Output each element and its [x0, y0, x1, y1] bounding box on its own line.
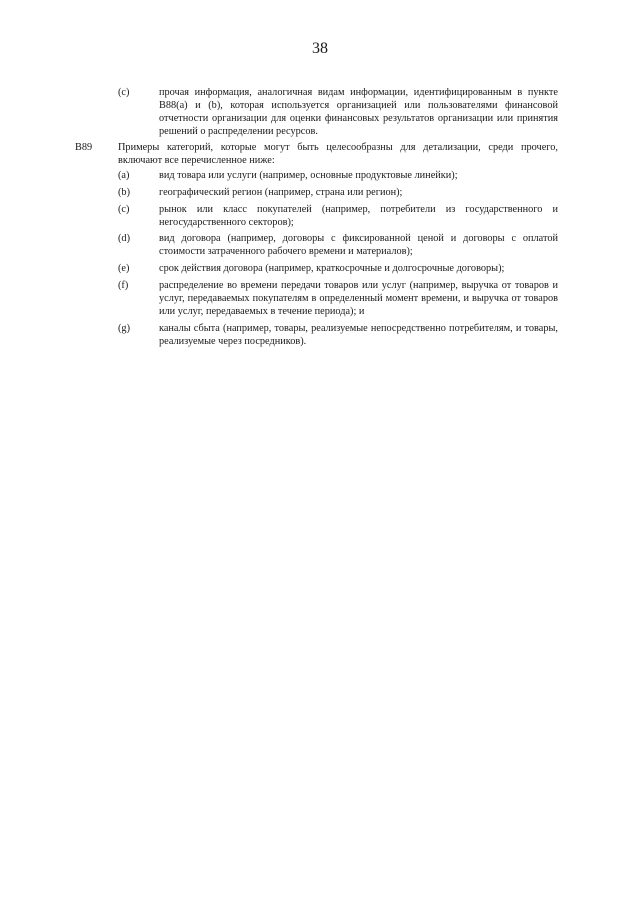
- item-label: (d): [118, 233, 131, 244]
- item-text: распределение во времени передачи товаров или услуг (например, выручка от товаров и услуг, передаваемых покупателям в определенный момент времени, и выручка от товаров или услуг, передаваемых в течение периода); и: [159, 280, 558, 317]
- item-label: (g): [118, 323, 131, 334]
- item-label: (b): [118, 187, 131, 198]
- item-text: срок действия договора (например, краткосрочные и долгосрочные договоры);: [159, 263, 505, 274]
- item-text: каналы сбыта (например, товары, реализуемые непосредственно потребителям, и товары, реализуемые через посредников).: [159, 323, 558, 347]
- item-text: прочая информация, аналогичная видам информации, идентифицированным в пункте B88(a) и (b), которая используется организацией или пользователями финансовой отчетности организации для оценки финансовых результатов организации или принятия решений о распределении ресурсов.: [159, 87, 558, 137]
- item-text: вид договора (например, договоры с фиксированной ценой и договоры с оплатой стоимости затраченного рабочего времени и материалов);: [159, 233, 558, 257]
- item-label: (c): [118, 87, 130, 98]
- item-text: рынок или класс покупателей (например, потребители из государственного и негосударственного секторов);: [159, 204, 558, 228]
- item-label: (e): [118, 263, 130, 274]
- item-label: (c): [118, 204, 130, 215]
- item-text: географический регион (например, страна или регион);: [159, 187, 403, 198]
- item-label: (f): [118, 280, 129, 291]
- paragraph-number: B89: [75, 142, 93, 153]
- page-number: 38: [312, 40, 328, 57]
- item-label: (a): [118, 170, 130, 181]
- paragraph-text: Примеры категорий, которые могут быть целесообразны для детализации, среди прочего, включают все перечисленное ниже:: [118, 142, 558, 166]
- item-text: вид товара или услуги (например, основные продуктовые линейки);: [159, 170, 458, 181]
